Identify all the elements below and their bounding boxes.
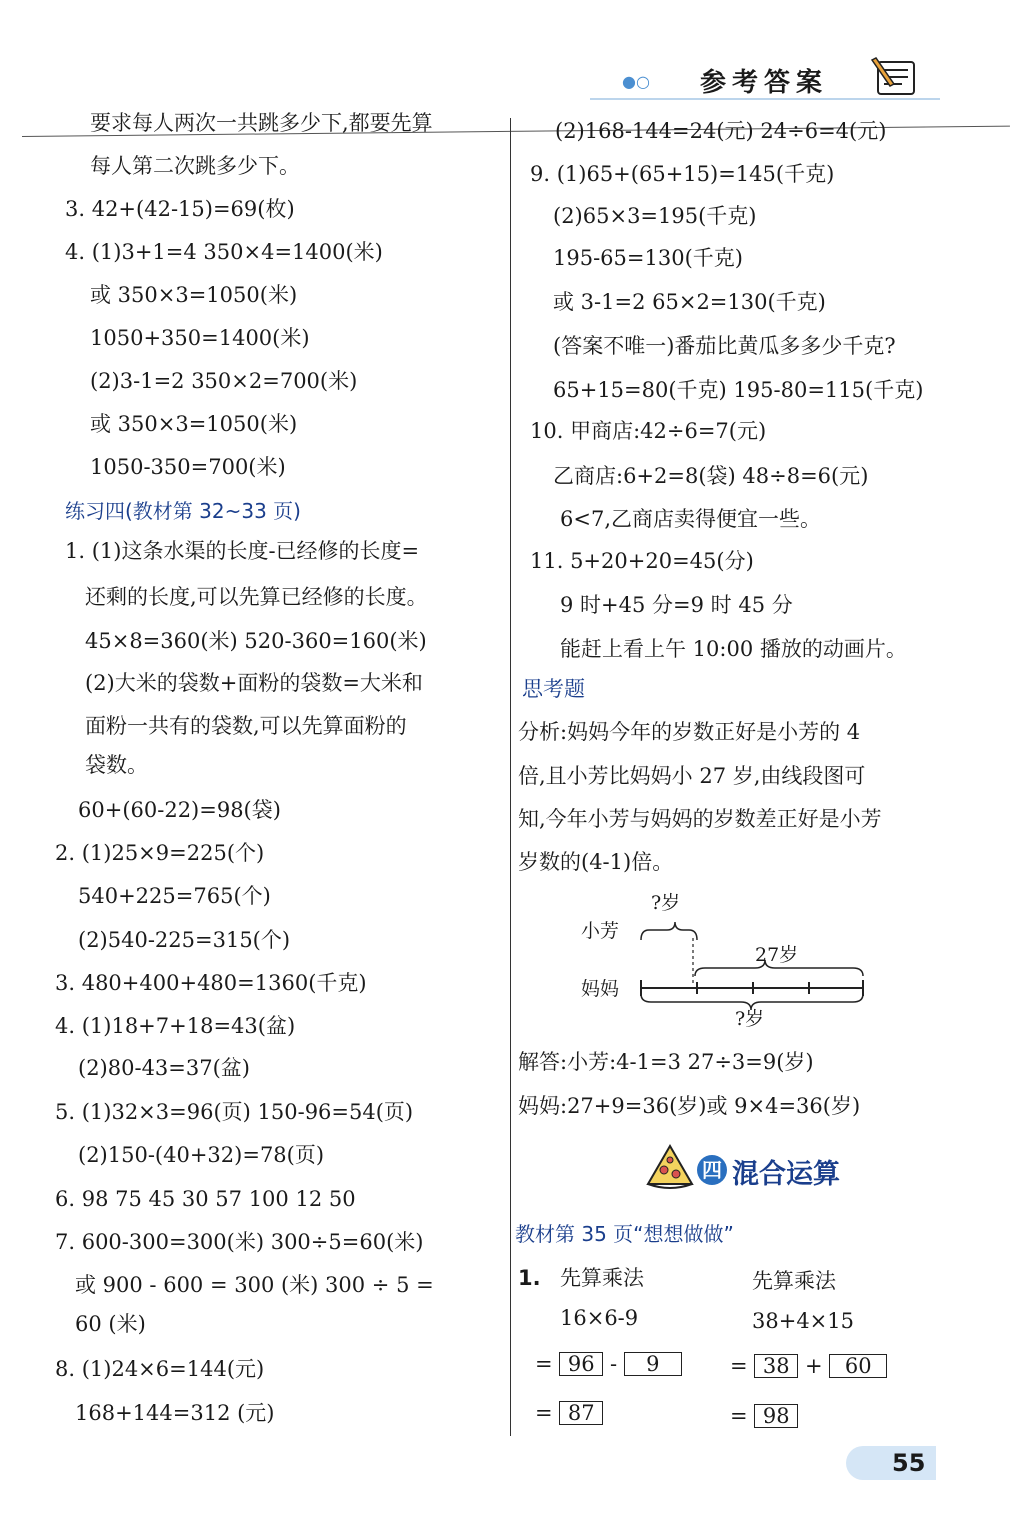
left-line-23: (2)150-(40+32)=78(页) (78, 1143, 325, 1167)
diagram-label-xiaofang: 小芳 (581, 920, 620, 942)
left-line-25: 7. 600-300=300(米) 300÷5=60(米) (55, 1230, 424, 1254)
right-line-11: 9 时+45 分=9 时 45 分 (560, 593, 793, 617)
right-line-15: 倍,且小芳比妈妈小 27 岁,由线段图可 (518, 764, 866, 788)
eq-sign: = (730, 1404, 748, 1428)
right-line-14: 分析:妈妈今年的岁数正好是小芳的 4 (518, 720, 861, 744)
left-line-12: (2)大米的袋数+面粉的袋数=大米和 (85, 671, 423, 695)
section-title-exercise4: 练习四(教材第 32~33 页) (65, 499, 301, 523)
ex1-col1-result: 87 (559, 1401, 603, 1425)
ex1-col2-step (730, 1353, 887, 1379)
ex1-col1-step (535, 1351, 682, 1377)
ex1-col2-box-a: 38 (754, 1354, 798, 1378)
left-line-26: 或 900 - 600 = 300 (米) 300 ÷ 5 = (75, 1273, 434, 1297)
right-line-1: 9. (1)65+(65+15)=145(千克) (530, 162, 835, 186)
left-line-15: 60+(60-22)=98(袋) (78, 798, 281, 822)
unit-badge: 四 (697, 1155, 727, 1185)
right-line-3: 195-65=130(千克) (553, 246, 743, 270)
left-line-18: (2)540-225=315(个) (78, 928, 291, 952)
left-line-0: 要求每人两次一共跳多少下,都要先算 (90, 111, 433, 135)
diagram-diff-label: 27岁 (755, 944, 799, 966)
textbook-ref: 教材第 35 页“想想做做” (515, 1222, 734, 1246)
left-line-14: 袋数。 (85, 753, 148, 777)
left-line-20: 4. (1)18+7+18=43(盆) (55, 1014, 296, 1038)
left-line-21: (2)80-43=37(盆) (78, 1056, 250, 1080)
eq-sign: = (535, 1401, 553, 1425)
left-line-9: 1. (1)这条水渠的长度-已经修的长度= (65, 539, 420, 563)
ex1-col1-result-row (535, 1400, 603, 1426)
header-title: 参考答案 (700, 68, 829, 98)
left-line-16: 2. (1)25×9=225(个) (55, 841, 265, 865)
right-line-19: 妈妈:27+9=36(岁)或 9×4=36(岁) (518, 1094, 861, 1118)
scroll-pen-icon (868, 56, 928, 106)
left-line-8: 1050-350=700(米) (90, 455, 286, 479)
left-line-7: 或 350×3=1050(米) (90, 412, 298, 436)
left-line-29: 168+144=312 (元) (75, 1401, 275, 1425)
column-divider (510, 118, 511, 1436)
left-line-4: 或 350×3=1050(米) (90, 283, 298, 307)
ex1-col1-box-a: 96 (559, 1352, 603, 1376)
right-line-12: 能赶上看上午 10:00 播放的动画片。 (560, 637, 907, 661)
left-line-24: 6. 98 75 45 30 57 100 12 50 (55, 1187, 356, 1211)
page-number: 55 (892, 1449, 926, 1477)
right-line-7: 10. 甲商店:42÷6=7(元) (530, 419, 767, 443)
left-line-28: 8. (1)24×6=144(元) (55, 1357, 265, 1381)
ex1-number: 1. (518, 1266, 541, 1290)
diagram-label-mama: 妈妈 (581, 978, 620, 1000)
right-line-8: 乙商店:6+2=8(袋) 48÷8=6(元) (553, 464, 869, 488)
left-line-2: 3. 42+(42-15)=69(枚) (65, 197, 295, 221)
right-line-9: 6<7,乙商店卖得便宜一些。 (560, 507, 821, 531)
minus-sign: - (609, 1352, 618, 1376)
right-line-6: 65+15=80(千克) 195-80=115(千克) (553, 378, 924, 402)
left-line-13: 面粉一共有的袋数,可以先算面粉的 (85, 714, 407, 738)
right-line-5: (答案不唯一)番茄比黄瓜多多少千克? (553, 334, 896, 358)
ex1-col2-result-row (730, 1403, 798, 1429)
left-line-6: (2)3-1=2 350×2=700(米) (90, 369, 358, 393)
left-line-19: 3. 480+400+480=1360(千克) (55, 971, 367, 995)
right-line-4: 或 3-1=2 65×2=130(千克) (553, 290, 826, 314)
header-dots: ●○ (622, 72, 650, 91)
left-line-22: 5. (1)32×3=96(页) 150-96=54(页) (55, 1100, 414, 1124)
unit-title: 混合运算 (732, 1159, 840, 1190)
segment-diagram (575, 888, 875, 1038)
left-line-11: 45×8=360(米) 520-360=160(米) (85, 629, 427, 653)
left-line-10: 还剩的长度,可以先算已经修的长度。 (85, 585, 428, 609)
left-line-3: 4. (1)3+1=4 350×4=1400(米) (65, 240, 383, 264)
right-line-16: 知,今年小芳与妈妈的岁数差正好是小芳 (518, 807, 882, 831)
diagram-top-question: ?岁 (651, 892, 681, 914)
pizza-mascot-icon (640, 1140, 700, 1196)
right-line-17: 岁数的(4-1)倍。 (518, 850, 674, 874)
eq-sign: = (730, 1354, 748, 1378)
ex1-col2-result: 98 (754, 1404, 798, 1428)
ex1-col1-box-b: 9 (624, 1352, 682, 1376)
right-line-18: 解答:小芳:4-1=3 27÷3=9(岁) (518, 1050, 814, 1074)
ex1-col1-title: 先算乘法 (560, 1266, 644, 1290)
ex1-col2-expr: 38+4×15 (752, 1309, 854, 1333)
think-title: 思考题 (522, 677, 585, 701)
left-line-1: 每人第二次跳多少下。 (90, 154, 300, 178)
ex1-col2-title: 先算乘法 (752, 1269, 836, 1293)
left-line-27: 60 (米) (75, 1312, 146, 1336)
diagram-bottom-question: ?岁 (735, 1008, 765, 1030)
eq-sign: = (535, 1352, 553, 1376)
left-line-17: 540+225=765(个) (78, 884, 271, 908)
plus-sign: + (804, 1354, 823, 1378)
right-line-0: (2)168-144=24(元) 24÷6=4(元) (555, 119, 887, 143)
right-line-10: 11. 5+20+20=45(分) (530, 549, 754, 573)
left-line-5: 1050+350=1400(米) (90, 326, 310, 350)
ex1-col2-box-b: 60 (829, 1354, 887, 1378)
right-line-2: (2)65×3=195(千克) (553, 204, 757, 228)
ex1-col1-expr: 16×6-9 (560, 1306, 639, 1330)
